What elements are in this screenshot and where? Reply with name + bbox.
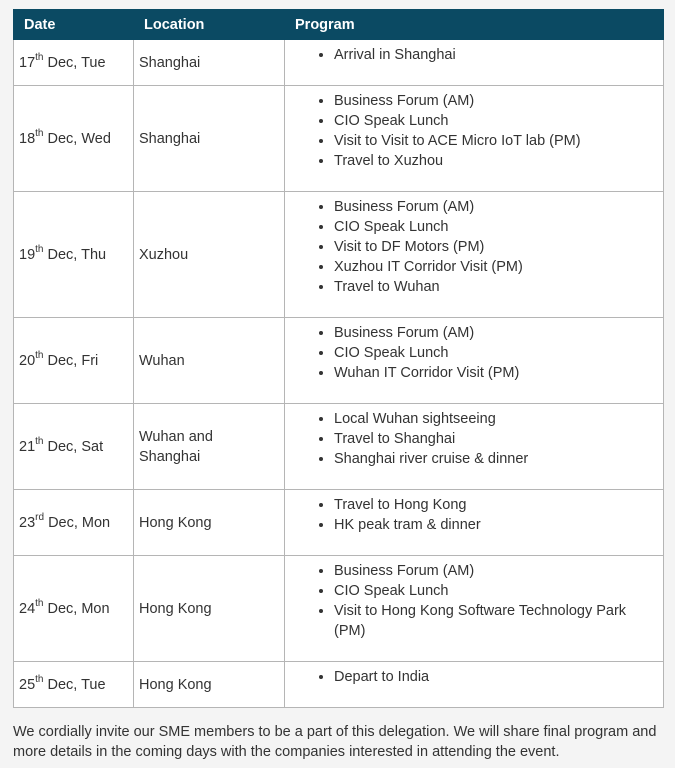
date-cell: 23rd Dec, Mon xyxy=(14,490,134,556)
location-cell: Xuzhou xyxy=(134,192,285,318)
program-item: • CIO Speak Lunch xyxy=(334,217,663,237)
date-cell: 20th Dec, Fri xyxy=(14,318,134,404)
location-cell: Wuhan and Shanghai xyxy=(134,404,285,490)
table-row xyxy=(14,490,664,556)
program-item: • Arrival in Shanghai xyxy=(334,45,663,65)
program-item: • HK peak tram & dinner xyxy=(334,515,663,535)
program-cell xyxy=(285,86,664,192)
program-item: • CIO Speak Lunch xyxy=(334,581,663,601)
program-item: • Visit to Hong Kong Software Technology Park (PM) xyxy=(334,601,663,641)
program-item: • Xuzhou IT Corridor Visit (PM) xyxy=(334,257,663,277)
header-location: Location xyxy=(134,10,285,40)
program-item: • Visit to DF Motors (PM) xyxy=(334,237,663,257)
location-cell: Hong Kong xyxy=(134,490,285,556)
table-row xyxy=(14,40,664,86)
table-row xyxy=(14,662,664,708)
program-item: • CIO Speak Lunch xyxy=(334,111,663,131)
table-row xyxy=(14,404,664,490)
table-header-row xyxy=(14,10,664,40)
program-item: • Business Forum (AM) xyxy=(334,91,663,111)
program-cell xyxy=(285,490,664,556)
location-cell: Hong Kong xyxy=(134,662,285,708)
program-item: • Local Wuhan sightseeing xyxy=(334,409,663,429)
location-cell: Wuhan xyxy=(134,318,285,404)
program-cell xyxy=(285,40,664,86)
location-cell: Hong Kong xyxy=(134,556,285,662)
program-cell xyxy=(285,318,664,404)
table-row xyxy=(14,86,664,192)
header-date: Date xyxy=(14,10,134,40)
program-item: • Business Forum (AM) xyxy=(334,197,663,217)
table-row xyxy=(14,192,664,318)
date-cell: 19th Dec, Thu xyxy=(14,192,134,318)
program-item: • Travel to Hong Kong xyxy=(334,495,663,515)
program-cell xyxy=(285,404,664,490)
program-item: • Wuhan IT Corridor Visit (PM) xyxy=(334,363,663,383)
table-row xyxy=(14,556,664,662)
program-item: • Travel to Xuzhou xyxy=(334,151,663,171)
date-cell: 17th Dec, Tue xyxy=(14,40,134,86)
program-item: • Depart to India xyxy=(334,667,663,687)
date-cell: 21th Dec, Sat xyxy=(14,404,134,490)
date-cell: 25th Dec, Tue xyxy=(14,662,134,708)
location-cell: Shanghai xyxy=(134,86,285,192)
program-item: • Travel to Shanghai xyxy=(334,429,663,449)
program-item: • Travel to Wuhan xyxy=(334,277,663,297)
program-item: • Business Forum (AM) xyxy=(334,323,663,343)
date-cell: 24th Dec, Mon xyxy=(14,556,134,662)
date-cell: 18th Dec, Wed xyxy=(14,86,134,192)
invitation-note: We cordially invite our SME members to be a part of this delegation. We will share final program and more details in the coming days with the companies interested in attending the event. xyxy=(13,724,657,760)
program-cell xyxy=(285,662,664,708)
program-item: • CIO Speak Lunch xyxy=(334,343,663,363)
program-cell xyxy=(285,556,664,662)
table-row xyxy=(14,318,664,404)
header-program: Program xyxy=(285,10,664,40)
location-cell: Shanghai xyxy=(134,40,285,86)
itinerary-table xyxy=(13,9,664,708)
program-cell xyxy=(285,192,664,318)
program-item: • Visit to Visit to ACE Micro IoT lab (PM) xyxy=(334,131,663,151)
program-item: • Business Forum (AM) xyxy=(334,561,663,581)
program-item: • Shanghai river cruise & dinner xyxy=(334,449,663,469)
